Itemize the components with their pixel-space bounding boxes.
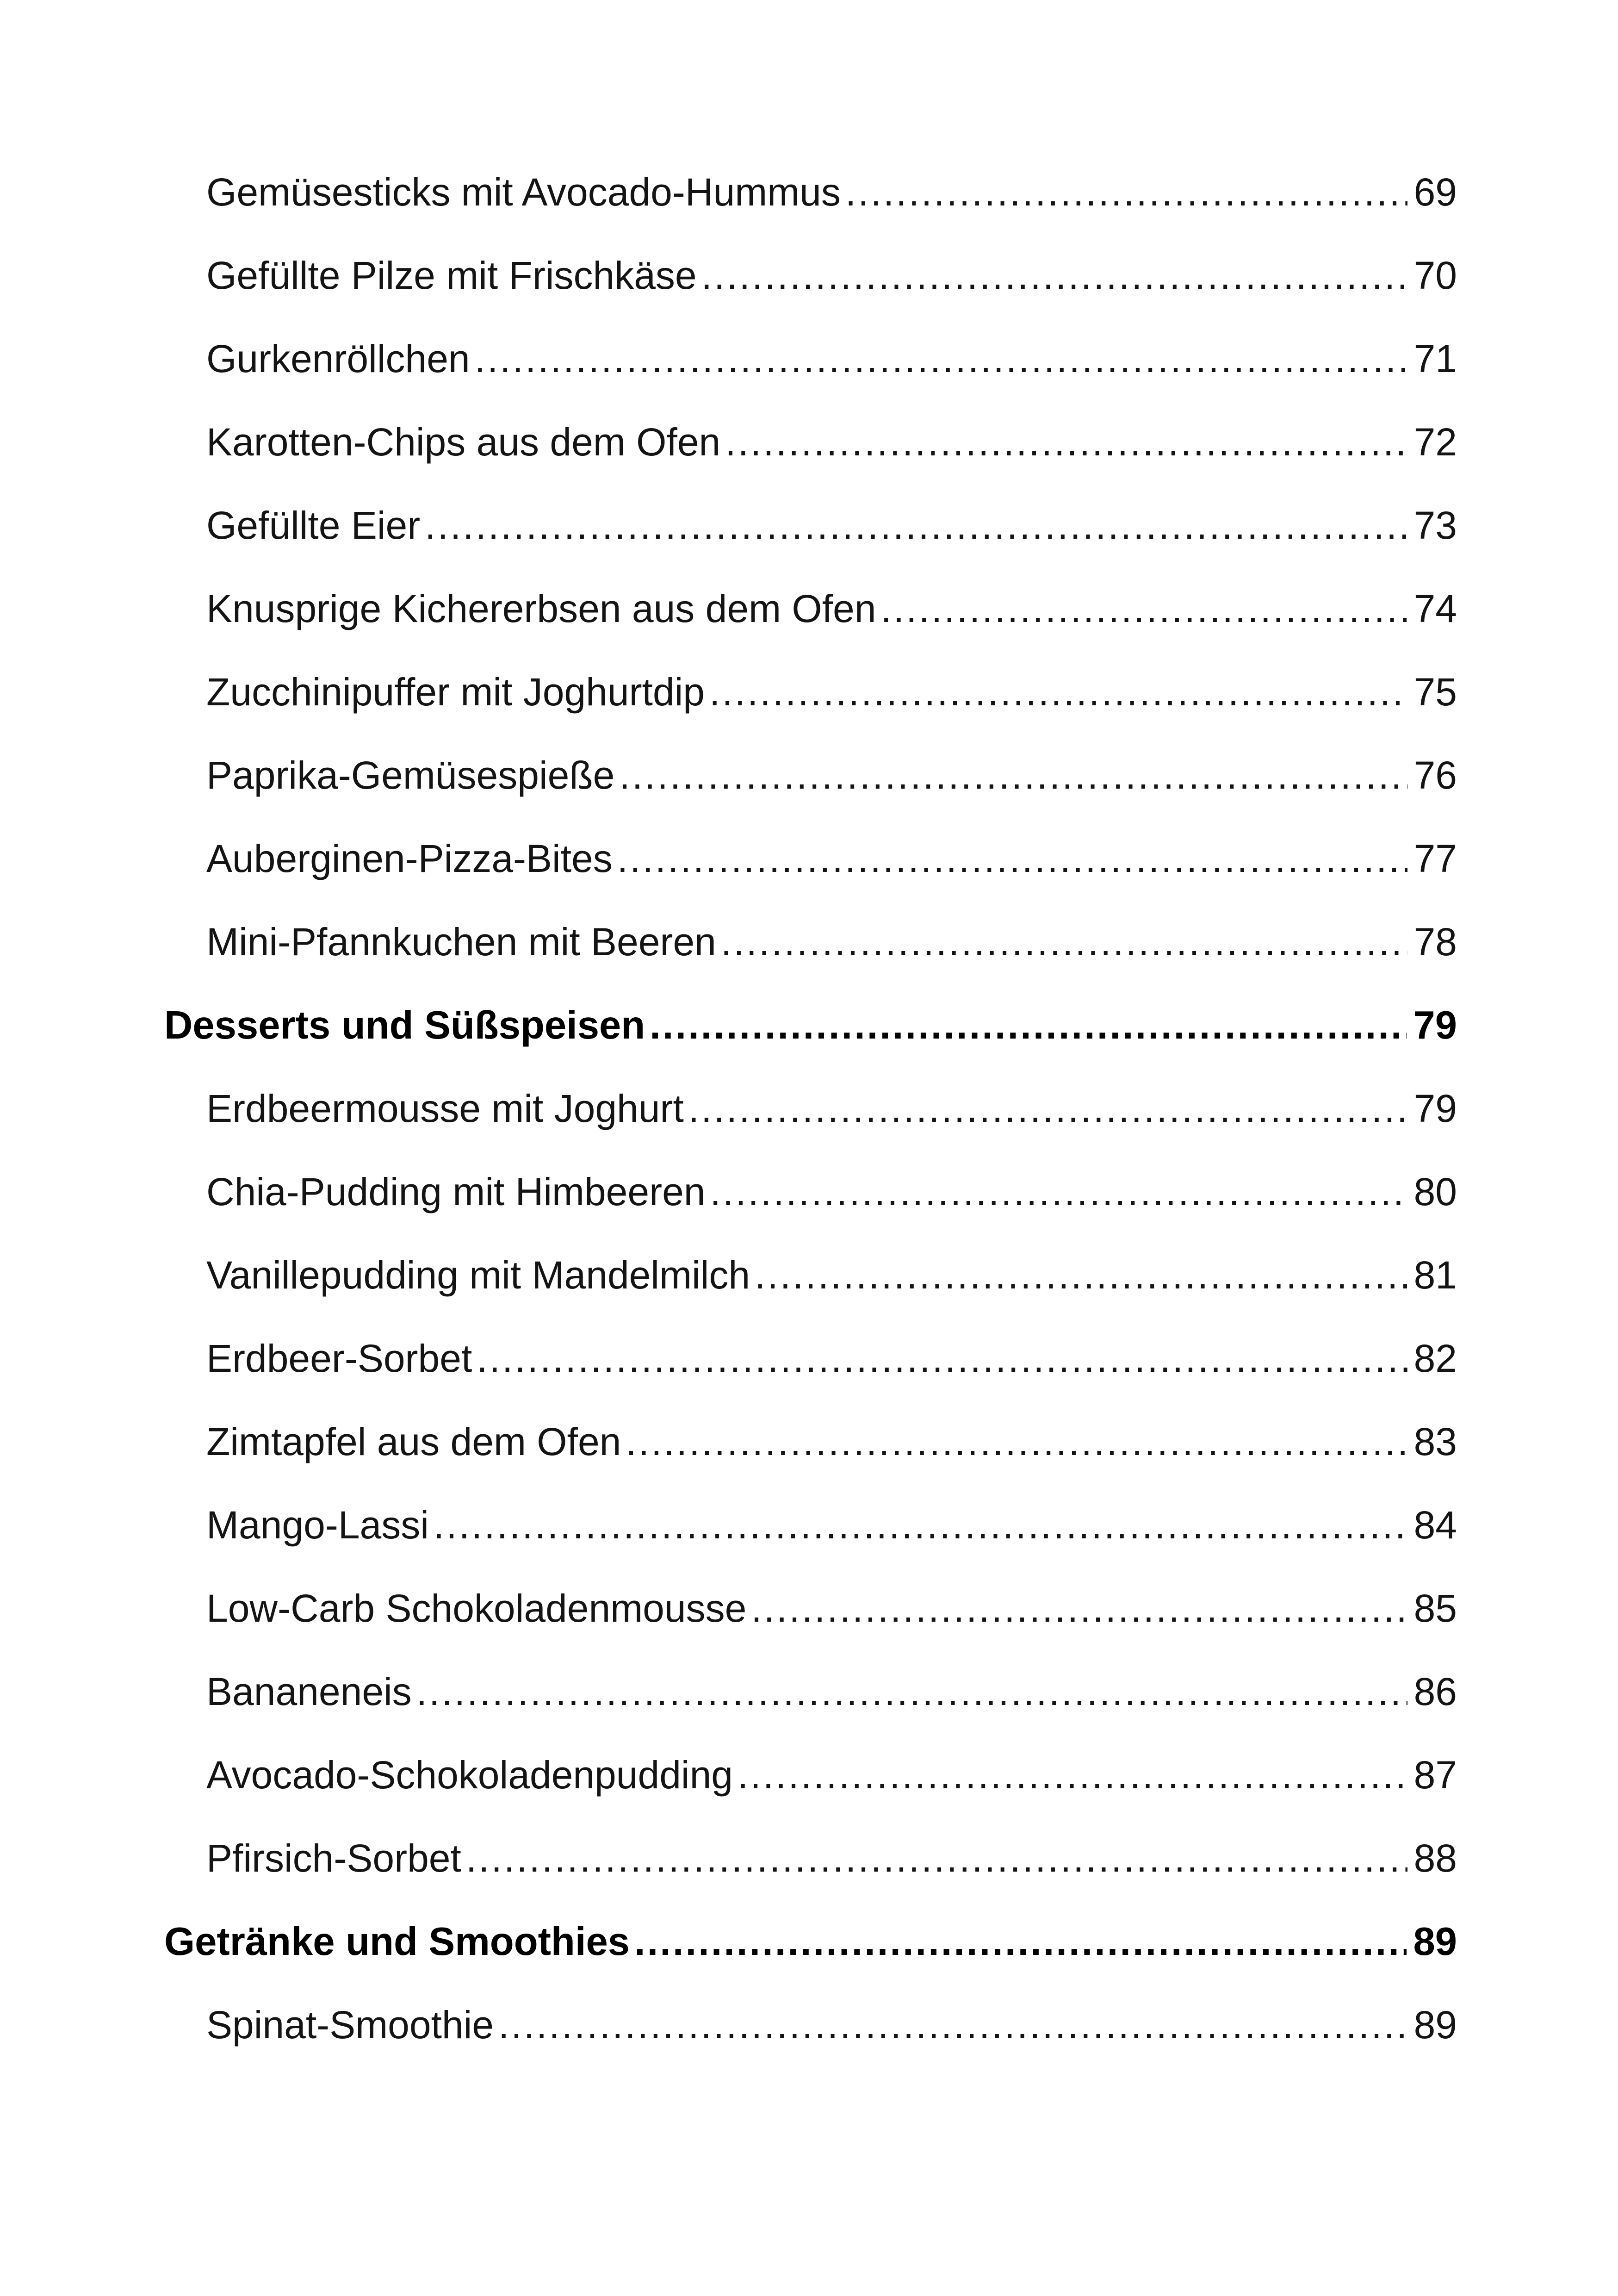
toc-page-number: 77	[1413, 837, 1457, 880]
toc-entry-title: Zimtapfel aus dem Ofen	[206, 1420, 621, 1463]
toc-page-number: 73	[1413, 504, 1457, 547]
toc-entry-title: Erdbeermousse mit Joghurt	[206, 1087, 684, 1130]
toc-page-number: 79	[1413, 1003, 1457, 1047]
toc-entry-title: Mango-Lassi	[206, 1503, 429, 1547]
toc-entry-title: Pfirsich-Sorbet	[206, 1836, 461, 1880]
dot-leader	[725, 423, 1407, 461]
toc-entry-title: Paprika-Gemüsespieße	[206, 753, 615, 797]
toc-entry-title: Chia-Pudding mit Himbeeren	[206, 1170, 706, 1213]
toc-entry-title: Bananeneis	[206, 1670, 412, 1713]
dot-leader	[701, 256, 1407, 295]
toc-entry-title: Gefüllte Eier	[206, 504, 421, 547]
toc-page-number: 81	[1413, 1253, 1457, 1297]
dot-leader	[498, 2005, 1407, 2044]
toc-page-number: 84	[1413, 1503, 1457, 1547]
dot-leader	[617, 839, 1407, 878]
toc-page-number: 82	[1413, 1337, 1457, 1380]
dot-leader	[416, 1672, 1407, 1711]
toc-entry-title: Low-Carb Schokoladenmousse	[206, 1587, 747, 1630]
dot-leader	[425, 506, 1407, 545]
dot-leader	[738, 1755, 1407, 1794]
toc-entry[interactable]	[206, 567, 1457, 650]
dot-leader	[880, 589, 1407, 628]
dot-leader	[434, 1506, 1407, 1544]
toc-page-number: 88	[1413, 1836, 1457, 1880]
toc-entry[interactable]	[206, 317, 1457, 400]
dot-leader	[477, 1339, 1407, 1378]
toc-page-number: 75	[1413, 670, 1457, 714]
toc-entry-title: Gemüsesticks mit Avocado-Hummus	[206, 170, 841, 214]
dot-leader	[650, 1006, 1407, 1045]
toc-entry[interactable]	[206, 1317, 1457, 1400]
toc-page-number: 70	[1413, 254, 1457, 297]
toc-entry-title: Mini-Pfannkuchen mit Beeren	[206, 920, 716, 964]
toc-page-number: 87	[1413, 1753, 1457, 1797]
toc-entry[interactable]	[206, 1067, 1457, 1150]
toc-entry-title: Auberginen-Pizza-Bites	[206, 837, 613, 880]
toc-entry[interactable]	[206, 400, 1457, 484]
toc-page-number: 76	[1413, 753, 1457, 797]
toc-section-title: Getränke und Smoothies	[164, 1919, 630, 1964]
toc-section-heading[interactable]	[164, 983, 1457, 1067]
toc-entry[interactable]	[206, 1150, 1457, 1233]
toc-entry-title: Vanillepudding mit Mandelmilch	[206, 1253, 750, 1297]
toc-entry-title: Erdbeer-Sorbet	[206, 1337, 472, 1380]
toc-entry[interactable]	[206, 1233, 1457, 1317]
toc-entry[interactable]	[206, 734, 1457, 817]
dot-leader	[688, 1089, 1407, 1128]
dot-leader	[466, 1839, 1407, 1878]
toc-page-number: 83	[1413, 1420, 1457, 1463]
toc-page-number: 69	[1413, 170, 1457, 214]
toc-entry[interactable]	[206, 234, 1457, 317]
toc-entry[interactable]	[206, 1483, 1457, 1567]
dot-leader	[619, 756, 1407, 795]
toc-page-number: 85	[1413, 1587, 1457, 1630]
toc-page-number: 86	[1413, 1670, 1457, 1713]
toc-entry-title: Spinat-Smoothie	[206, 2003, 494, 2047]
toc-entry[interactable]	[206, 1733, 1457, 1817]
toc-entry[interactable]	[206, 650, 1457, 734]
toc-page-number: 89	[1413, 1919, 1457, 1964]
toc-page-number: 80	[1413, 1170, 1457, 1213]
toc-entry-title: Zucchinipuffer mit Joghurtdip	[206, 670, 705, 714]
toc-entry-title: Gefüllte Pilze mit Frischkäse	[206, 254, 697, 297]
toc-entry-title: Gurkenröllchen	[206, 337, 470, 380]
toc-page-number: 89	[1413, 2003, 1457, 2047]
toc-page-number: 79	[1413, 1087, 1457, 1130]
dot-leader	[709, 672, 1407, 711]
toc-entry-title: Avocado-Schokoladenpudding	[206, 1753, 733, 1797]
toc-entry[interactable]	[206, 1817, 1457, 1900]
toc-entry[interactable]	[206, 150, 1457, 234]
dot-leader	[755, 1256, 1407, 1294]
toc-page-number: 78	[1413, 920, 1457, 964]
dot-leader	[626, 1422, 1407, 1461]
toc-entry[interactable]	[206, 900, 1457, 983]
toc-entry-title: Karotten-Chips aus dem Ofen	[206, 420, 721, 464]
toc-entry[interactable]	[206, 1983, 1457, 2066]
dot-leader	[634, 1922, 1407, 1961]
dot-leader	[721, 922, 1407, 961]
toc-page-number: 74	[1413, 587, 1457, 630]
toc-section-heading[interactable]	[164, 1900, 1457, 1983]
toc-entry[interactable]	[206, 1650, 1457, 1733]
dot-leader	[845, 173, 1407, 212]
toc-section-title: Desserts und Süßspeisen	[164, 1003, 645, 1047]
toc-entry[interactable]	[206, 484, 1457, 567]
toc-page-number: 71	[1413, 337, 1457, 380]
toc-entry[interactable]	[206, 1567, 1457, 1650]
dot-leader	[751, 1589, 1407, 1628]
dot-leader	[710, 1172, 1407, 1211]
toc-entry[interactable]	[206, 817, 1457, 900]
toc-entry-title: Knusprige Kichererbsen aus dem Ofen	[206, 587, 876, 630]
toc-page-number: 72	[1413, 420, 1457, 464]
dot-leader	[475, 339, 1407, 378]
toc-entry[interactable]	[206, 1400, 1457, 1483]
